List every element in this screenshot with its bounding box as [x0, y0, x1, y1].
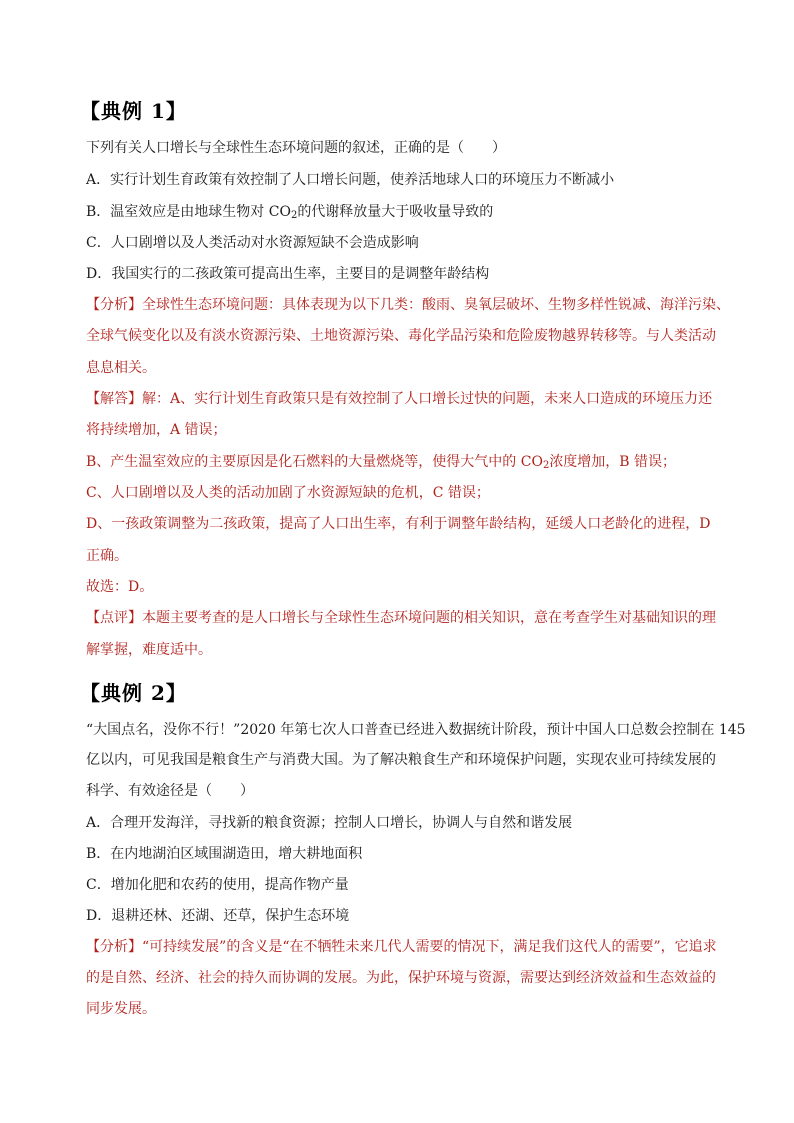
example-1-analysis-line-3: 息息相关。	[86, 360, 156, 376]
analysis-text: “可持续发展”的含义是“在不牺牲未来几代人需要的情况下，满足我们这代人的需要”，它追求	[142, 939, 717, 955]
example-2-option-c: C．增加化肥和农药的使用，提高作物产量	[86, 877, 349, 893]
example-2-question-line-2: 亿以内，可见我国是粮食生产与消费大国。为了解决粮食生产和环境保护问题，实现农业可持续发展的	[86, 752, 716, 768]
co2-subscript: 2	[542, 460, 550, 471]
example-1-option-b	[86, 202, 493, 222]
comment-text: 本题主要考查的是人口增长与全球性生态环境问题的相关知识，意在考查学生对基础知识的理	[142, 610, 716, 626]
example-1-option-c: C．人口剧增以及人类活动对水资源短缺不会造成影响	[86, 235, 419, 251]
example-2-heading: 【典例 2】	[80, 681, 187, 705]
example-1-option-a: A．实行计划生育政策有效控制了人口增长问题，使养活地球人口的环境压力不断减小	[86, 172, 615, 188]
example-1-answer	[86, 389, 712, 409]
example-1-analysis	[86, 295, 730, 315]
example-1-answer-line-5: D、一孩政策调整为二孩政策，提高了人口出生率，有利于调整年龄结构，延缓人口老龄化的进程，D	[86, 516, 711, 532]
example-1-comment	[86, 608, 716, 628]
example-2-question-line-3: 科学、有效途径是（ ）	[86, 783, 254, 799]
example-2-analysis	[86, 937, 717, 957]
example-1-answer-line-6: 正确。	[86, 548, 128, 564]
analysis-text: 全球性生态环境问题：具体表现为以下几类：酸雨、臭氧层破坏、生物多样性锐减、海洋污染、	[142, 297, 730, 313]
answer-text: 解：A、实行计划生育政策只是有效控制了人口增长过快的问题，未来人口造成的环境压力还	[142, 391, 713, 407]
example-1-comment-line-2: 解掌握，难度适中。	[86, 642, 212, 658]
example-1-heading: 【典例 1】	[80, 99, 187, 123]
example-1-answer-line-3	[86, 452, 676, 472]
example-2-question-line-1: “大国点名，没你不行！”2020 年第七次人口普查已经进入数据统计阶段，预计中国人口总数会控制在 145	[86, 722, 746, 738]
option-b-text: B．温室效应是由地球生物对 CO	[86, 204, 291, 220]
example-1-answer-line-4: C、人口剧增以及人类的活动加剧了水资源短缺的危机，C 错误；	[86, 485, 490, 501]
answer-b-text-end: 浓度增加，B 错误；	[549, 454, 677, 470]
analysis-tag: 【分析】	[86, 939, 142, 955]
example-2-option-a: A．合理开发海洋，寻找新的粮食资源；控制人口增长，协调人与自然和谐发展	[86, 815, 573, 831]
example-2-option-d: D．退耕还林、还湖、还草，保护生态环境	[86, 908, 350, 924]
example-1-question: 下列有关人口增长与全球性生态环境问题的叙述，正确的是（ ）	[86, 140, 506, 156]
answer-tag: 【解答】	[86, 391, 142, 407]
example-1-answer-line-7: 故选：D。	[86, 579, 154, 595]
option-b-text-end: 的代谢释放量大于吸收量导致的	[297, 204, 494, 220]
answer-b-text: B、产生温室效应的主要原因是化石燃料的大量燃烧等，使得大气中的 CO	[86, 454, 543, 470]
comment-tag: 【点评】	[86, 610, 142, 626]
analysis-tag: 【分析】	[86, 297, 142, 313]
co2-subscript: 2	[290, 210, 298, 221]
example-1-answer-line-2: 将持续增加，A 错误；	[86, 422, 227, 438]
example-1-option-d: D．我国实行的二孩政策可提高出生率，主要目的是调整年龄结构	[86, 266, 490, 282]
example-2-option-b: B．在内地湖泊区域围湖造田，增大耕地面积	[86, 846, 363, 862]
example-2-analysis-line-3: 同步发展。	[86, 1001, 156, 1017]
example-1-analysis-line-2: 全球气候变化以及有淡水资源污染、土地资源污染、毒化学品污染和危险废物越界转移等。与人类活动	[86, 328, 716, 344]
example-2-analysis-line-2: 的是自然、经济、社会的持久而协调的发展。为此，保护环境与资源，需要达到经济效益和生态效益的	[86, 970, 716, 986]
